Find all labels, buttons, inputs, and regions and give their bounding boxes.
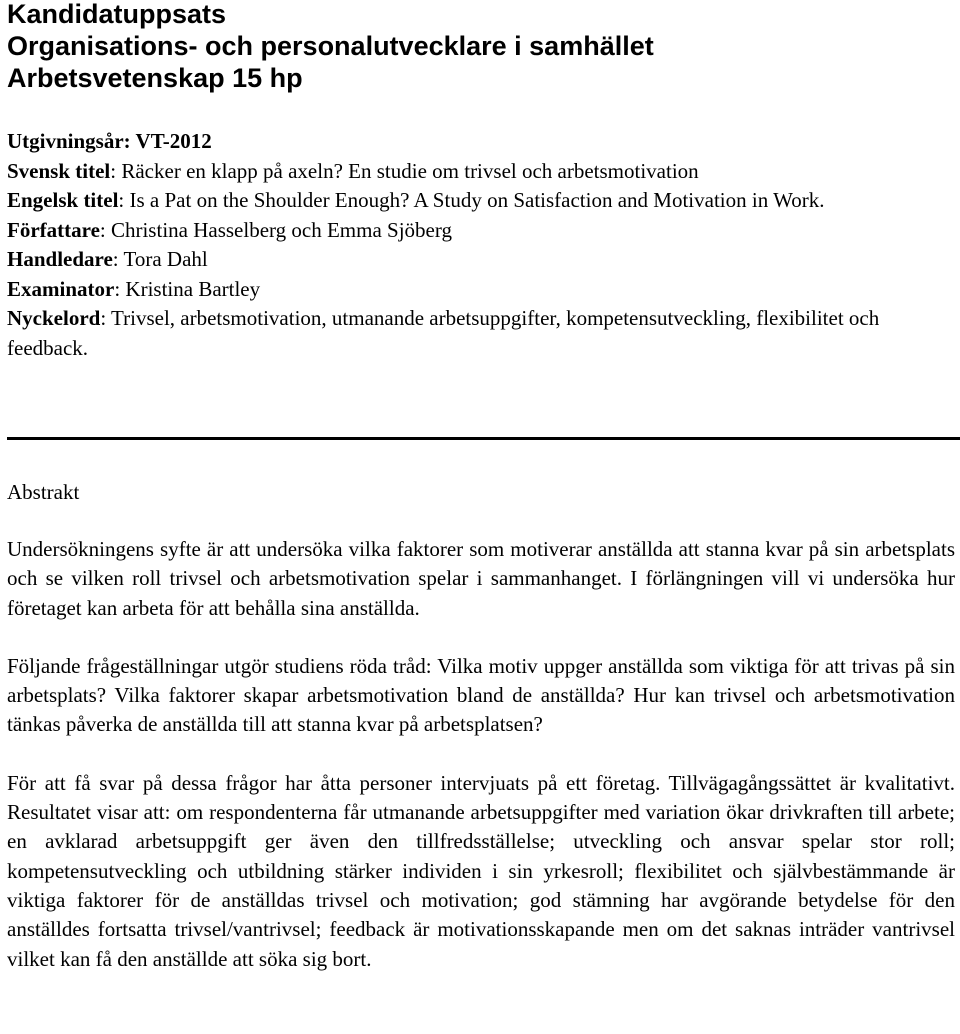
abstract-body [7, 535, 955, 974]
supervisor-label: Handledare [7, 247, 113, 271]
abstract-paragraph: Undersökningens syfte är att undersöka vilka faktorer som motiverar anställda att stanna kvar på sin arbetsplats och se vilken roll trivsel och arbetsmotivation spelar i sammanhanget. I förlängningen vill vi undersöka hur företaget kan arbeta för att behålla sina anställda. [7, 537, 955, 620]
swedish-title-label: Svensk titel [7, 158, 111, 183]
publication-year-value: VT-2012 [135, 129, 212, 153]
keywords [7, 304, 955, 363]
abstract-paragraph: Följande frågeställningar utgör studiens röda tråd: Vilka motiv uppger anställda som viktiga för att trivas på sin arbetsplats? Vilka faktorer skapar arbetsmotivation bland de anställda? Hur kan trivsel och arbetsmotivation tänkas påverka de anställda till att stanna kvar på arbetsplatsen? [7, 653, 955, 737]
publication-year [7, 127, 955, 157]
english-title-value: : Is a Pat on the Shoulder Enough? A Study on Satisfaction and Motivation in Work. [118, 188, 825, 212]
keywords-value: : Trivsel, arbetsmotivation, utmanande arbetsuppgifter, kompetensutveckling, flexibilitet och feedback. [7, 306, 880, 360]
document-header [7, 0, 955, 94]
supervisor-value: : Tora Dahl [112, 247, 208, 271]
abstract-paragraph: För att få svar på dessa frågor har åtta personer intervjuats på ett företag. Tillvägagångssättet är kvalitativt. Resultatet visar att: om respondenterna får utmanande arbetsuppgifter med variation ökar drivkraften till arbete; en avklarad arbetsuppgift ger även den tillfredsställelse; utveckling och ansvar spelar stor roll; kompetensutveckling och utbildning stärker individen i sin yrkesroll; flexibilitet och självbestämmande är viktiga faktorer för de anställdas trivsel och motivation; god stämning har avgörande betydelse för den anställdes fortsatta trivsel/vantrivsel; feedback är motivationsskapande men om det saknas inträder vantrivsel vilket kan få den anställde att söka sig bort. [7, 770, 955, 971]
program-name: Organisations- och personalutvecklare i samhället [7, 31, 654, 61]
document-page [7, 0, 955, 971]
examiner-value: : Kristina Bartley [114, 276, 261, 301]
supervisor [7, 245, 955, 275]
authors [7, 216, 955, 246]
examiner [7, 275, 955, 305]
english-title-label: Engelsk titel [7, 188, 119, 212]
swedish-title-value: : Räcker en klapp på axeln? En studie om trivsel och arbetsmotivation [110, 158, 699, 183]
section-divider [7, 437, 960, 440]
keywords-label: Nyckelord [7, 306, 101, 330]
document-type: Kandidatuppsats [7, 0, 227, 29]
thesis-metadata [7, 127, 955, 363]
authors-label: Författare [7, 217, 100, 242]
swedish-title [7, 157, 955, 187]
examiner-label: Examinator [7, 276, 115, 301]
english-title [7, 186, 955, 216]
abstract-heading: Abstrakt [7, 480, 80, 504]
authors-value: : Christina Hasselberg och Emma Sjöberg [99, 217, 452, 242]
course-name: Arbetsvetenskap 15 hp [7, 63, 303, 93]
publication-year-label: Utgivningsår: [7, 129, 136, 153]
